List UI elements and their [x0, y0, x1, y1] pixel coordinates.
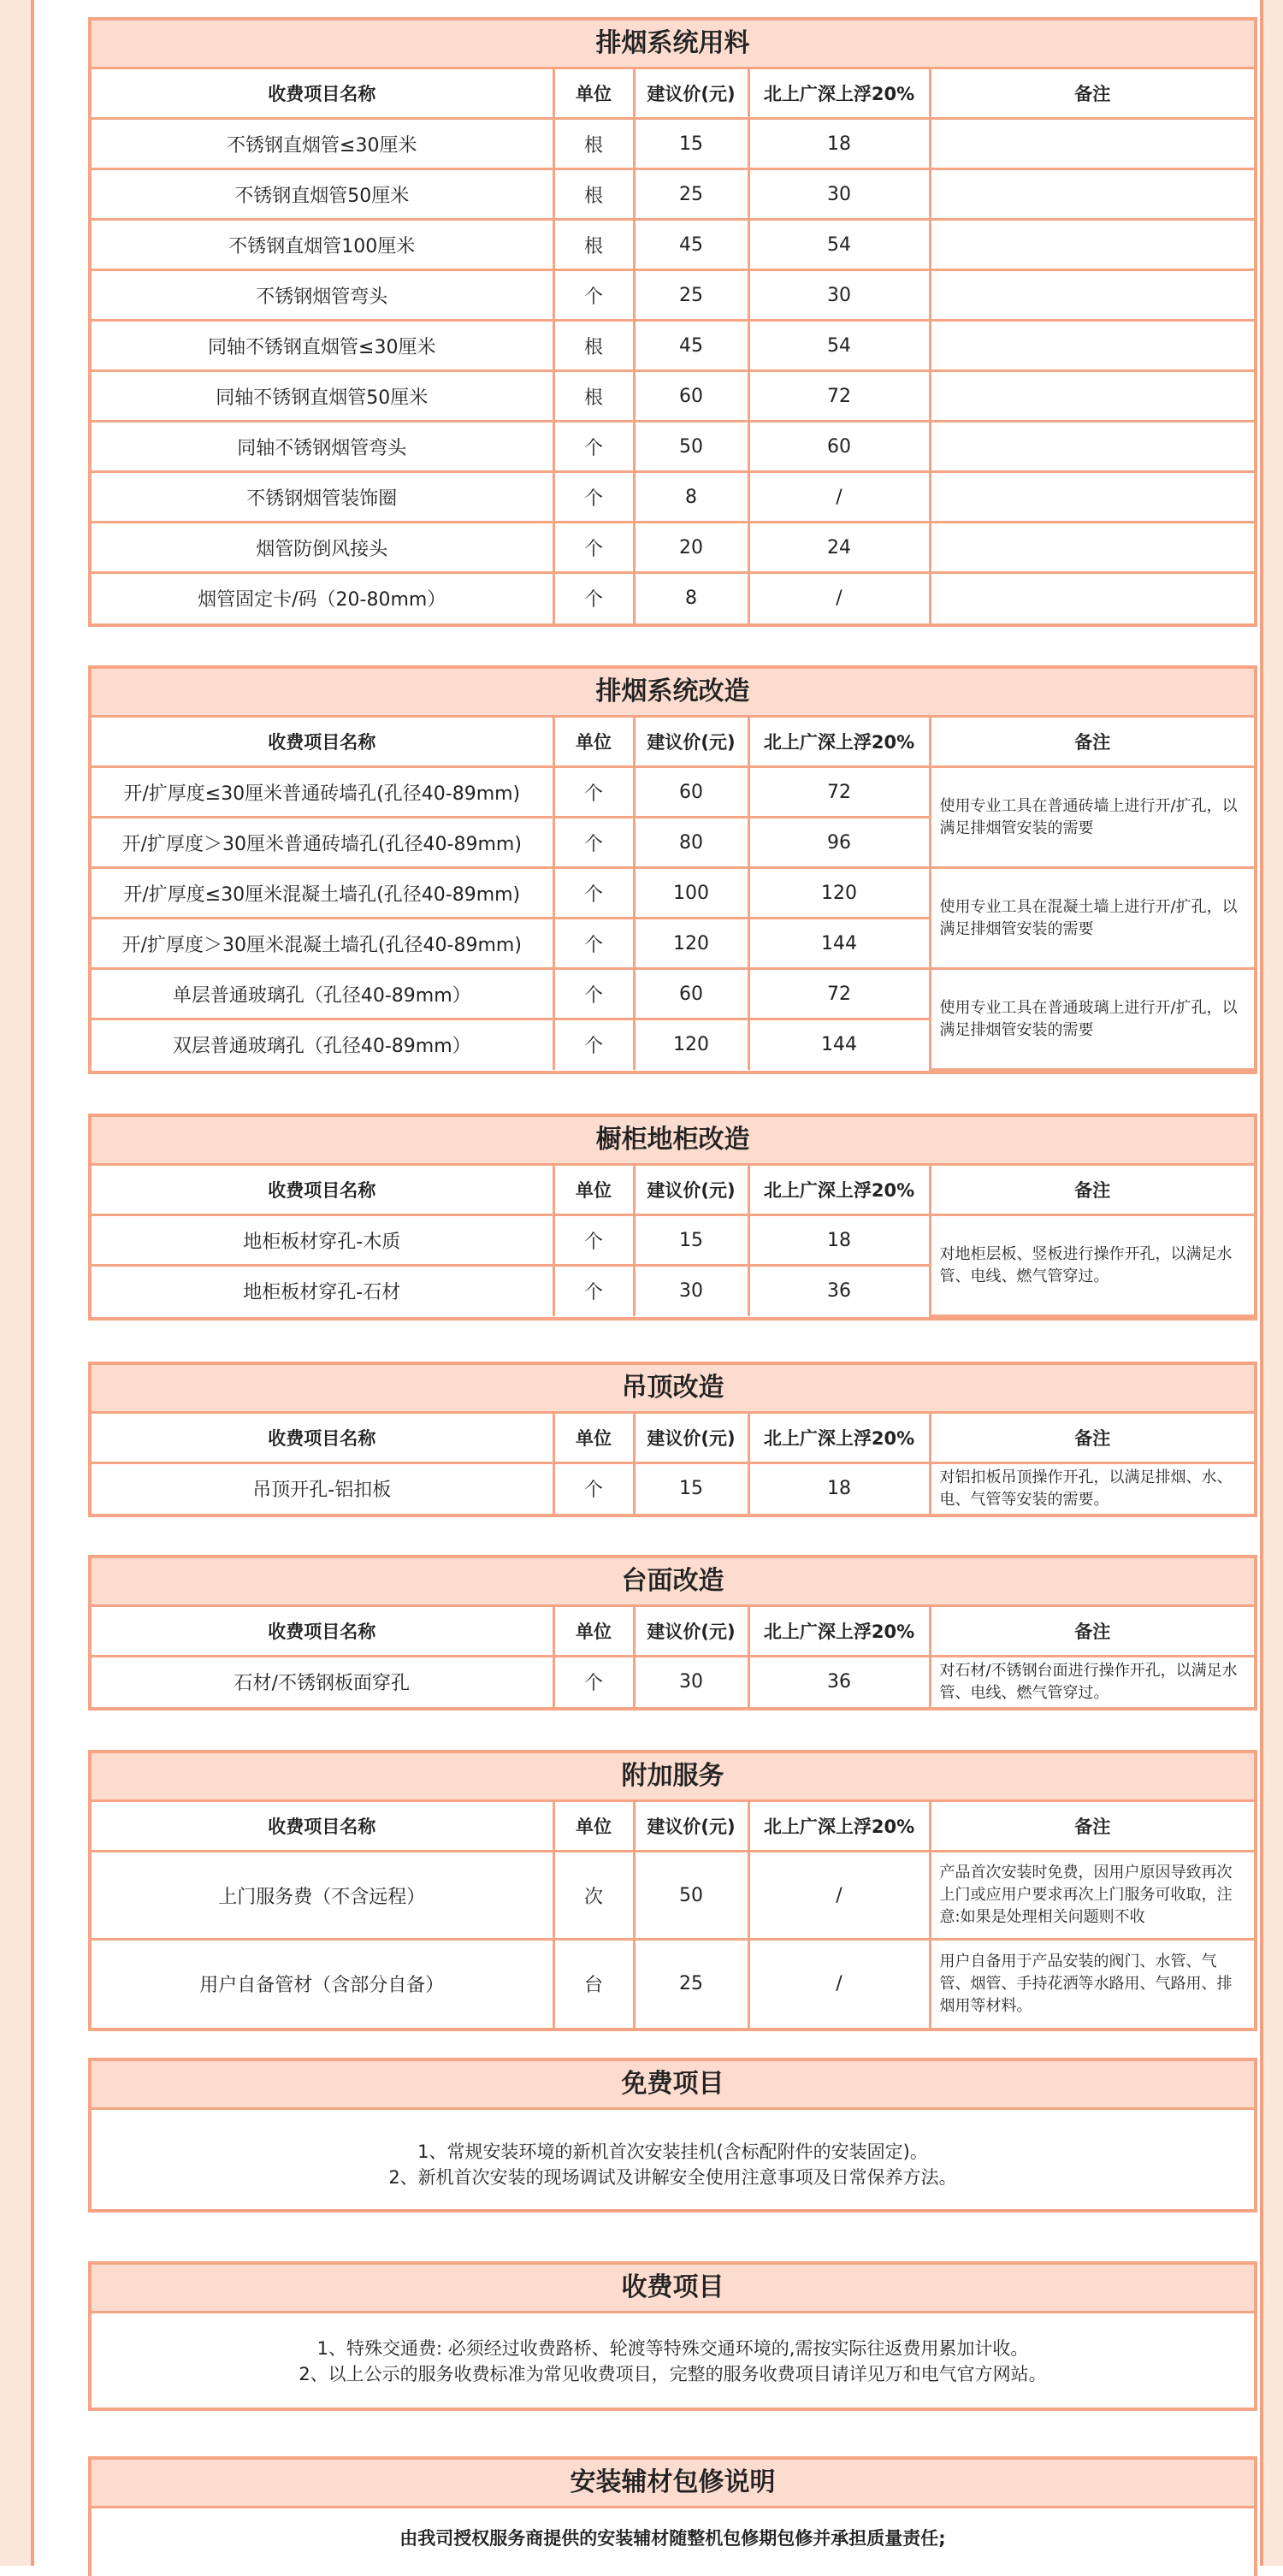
item-note: 使用专业工具在普通玻璃上进行开/扩孔，以满足排烟管安装的需要: [930, 969, 1254, 1070]
item-price: 25: [634, 270, 748, 321]
item-note: [930, 472, 1254, 523]
item-unit: 根: [553, 321, 634, 371]
table-row: [92, 767, 1254, 818]
table-row: [92, 169, 1254, 220]
item-name: 开/扩厚度≤30厘米混凝土墙孔(孔径40-89mm): [92, 868, 553, 919]
item-premium: 72: [748, 969, 930, 1019]
col-header-unit: 单位: [553, 1166, 634, 1215]
section-free-items: [88, 2058, 1257, 2213]
item-premium: 72: [748, 767, 930, 818]
section-title: 附加服务: [92, 1753, 1254, 1802]
item-unit: 个: [553, 868, 634, 919]
item-premium: 18: [748, 1463, 930, 1514]
item-unit: 个: [553, 767, 634, 818]
item-unit: 个: [553, 919, 634, 969]
table-row: [92, 1852, 1254, 1940]
table-header-row: [92, 718, 1254, 767]
item-note: [930, 523, 1254, 573]
charge-item-line: 2、以上公示的服务收费标准为常见收费项目，完整的服务收费项目请详见万和电气官方网站。: [299, 2364, 1047, 2384]
item-premium: 30: [748, 270, 930, 321]
page-right-edge: [1260, 0, 1283, 2566]
col-header-price: 建议价(元): [634, 1414, 748, 1463]
col-header-note: 备注: [930, 1414, 1254, 1463]
col-header-price: 建议价(元): [634, 1607, 748, 1657]
item-name: 用户自备管材（含部分自备）: [92, 1940, 553, 2028]
section-title: 排烟系统用料: [92, 21, 1254, 69]
table-header-row: [92, 1802, 1254, 1852]
table-row: [92, 119, 1254, 169]
table-row: [92, 321, 1254, 371]
col-header-premium: 北上广深上浮20%: [748, 1607, 930, 1657]
item-name: 烟管固定卡/码（20-80mm）: [92, 573, 553, 623]
col-header-premium: 北上广深上浮20%: [748, 718, 930, 767]
item-unit: 根: [553, 371, 634, 422]
item-name: 吊顶开孔-铝扣板: [92, 1463, 553, 1514]
table-header-row: [92, 69, 1254, 119]
col-header-note: 备注: [930, 69, 1254, 119]
item-unit: 根: [553, 119, 634, 169]
item-price: 15: [634, 1215, 748, 1266]
item-name: 不锈钢直烟管100厘米: [92, 220, 553, 270]
item-premium: 18: [748, 119, 930, 169]
item-name: 同轴不锈钢直烟管50厘米: [92, 371, 553, 422]
table-header-row: [92, 1607, 1254, 1657]
item-price: 100: [634, 868, 748, 919]
col-header-name: 收费项目名称: [92, 1414, 553, 1463]
item-price: 60: [634, 767, 748, 818]
section-ceiling-modification: [88, 1362, 1257, 1517]
item-unit: 个: [553, 1657, 634, 1707]
item-name: 同轴不锈钢烟管弯头: [92, 422, 553, 472]
col-header-note: 备注: [930, 1607, 1254, 1657]
table-row: [92, 371, 1254, 422]
item-note: [930, 220, 1254, 270]
table-row: [92, 868, 1254, 919]
section-additional-services: [88, 1750, 1257, 2031]
col-header-price: 建议价(元): [634, 69, 748, 119]
item-note: [930, 169, 1254, 220]
item-name: 开/扩厚度≤30厘米普通砖墙孔(孔径40-89mm): [92, 767, 553, 818]
item-note: 使用专业工具在普通砖墙上进行开/扩孔，以满足排烟管安装的需要: [930, 767, 1254, 868]
item-unit: 台: [553, 1940, 634, 2028]
table-row: [92, 523, 1254, 573]
item-name: 不锈钢烟管装饰圈: [92, 472, 553, 523]
item-premium: 72: [748, 371, 930, 422]
item-price: 60: [634, 371, 748, 422]
item-premium: 60: [748, 422, 930, 472]
item-name: 上门服务费（不含远程）: [92, 1852, 553, 1940]
item-price: 120: [634, 919, 748, 969]
item-unit: 次: [553, 1852, 634, 1940]
item-premium: /: [748, 1852, 930, 1940]
col-header-premium: 北上广深上浮20%: [748, 1802, 930, 1852]
item-unit: 个: [553, 818, 634, 868]
table-row: [92, 573, 1254, 623]
item-premium: 30: [748, 169, 930, 220]
section-exhaust-modification: [88, 665, 1257, 1074]
table-row: [92, 1657, 1254, 1707]
charge-item-line: 1、特殊交通费: 必须经过收费路桥、轮渡等特殊交通环境的,需按实际往返费用累加计收。: [316, 2338, 1029, 2359]
item-unit: 个: [553, 1215, 634, 1266]
table-row: [92, 969, 1254, 1019]
item-price: 20: [634, 523, 748, 573]
col-header-price: 建议价(元): [634, 1802, 748, 1852]
table-row: [92, 220, 1254, 270]
item-price: 15: [634, 1463, 748, 1514]
item-name: 石材/不锈钢板面穿孔: [92, 1657, 553, 1707]
item-unit: 个: [553, 1463, 634, 1514]
item-note: [930, 119, 1254, 169]
item-name: 开/扩厚度＞30厘米普通砖墙孔(孔径40-89mm): [92, 818, 553, 868]
item-unit: 个: [553, 1019, 634, 1070]
item-note: 产品首次安装时免费，因用户原因导致再次上门或应用户要求再次上门服务可收取，注意:如果是处理相关问题则不收: [930, 1852, 1254, 1940]
section-cabinet-modification: [88, 1114, 1257, 1320]
col-header-price: 建议价(元): [634, 718, 748, 767]
item-note: [930, 422, 1254, 472]
item-premium: 144: [748, 919, 930, 969]
item-price: 120: [634, 1019, 748, 1070]
col-header-note: 备注: [930, 718, 1254, 767]
section-charge-items: [88, 2261, 1257, 2411]
col-header-unit: 单位: [553, 718, 634, 767]
col-header-premium: 北上广深上浮20%: [748, 1414, 930, 1463]
item-note: 使用专业工具在混凝土墙上进行开/扩孔，以满足排烟管安装的需要: [930, 868, 1254, 969]
free-items-body: [92, 2110, 1254, 2209]
item-price: 30: [634, 1266, 748, 1316]
section-countertop-modification: [88, 1555, 1257, 1710]
item-price: 80: [634, 818, 748, 868]
section-title: 吊顶改造: [92, 1365, 1254, 1414]
item-premium: /: [748, 472, 930, 523]
item-price: 8: [634, 573, 748, 623]
col-header-unit: 单位: [553, 69, 634, 119]
table-header-row: [92, 1414, 1254, 1463]
item-unit: 个: [553, 422, 634, 472]
item-premium: /: [748, 1940, 930, 2028]
item-unit: 个: [553, 969, 634, 1019]
col-header-name: 收费项目名称: [92, 718, 553, 767]
item-note: [930, 321, 1254, 371]
price-table: [92, 718, 1254, 1071]
item-name: 烟管防倒风接头: [92, 523, 553, 573]
item-premium: 24: [748, 523, 930, 573]
table-row: [92, 472, 1254, 523]
table-row: [92, 1463, 1254, 1514]
item-name: 开/扩厚度＞30厘米混凝土墙孔(孔径40-89mm): [92, 919, 553, 969]
item-price: 25: [634, 1940, 748, 2028]
section-title: 安装辅材包修说明: [92, 2460, 1254, 2508]
table-header-row: [92, 1166, 1254, 1215]
item-price: 45: [634, 220, 748, 270]
item-price: 15: [634, 119, 748, 169]
item-note: [930, 270, 1254, 321]
item-price: 50: [634, 422, 748, 472]
item-premium: 54: [748, 220, 930, 270]
item-name: 单层普通玻璃孔（孔径40-89mm）: [92, 969, 553, 1019]
col-header-unit: 单位: [553, 1802, 634, 1852]
col-header-name: 收费项目名称: [92, 1607, 553, 1657]
item-note: [930, 573, 1254, 623]
col-header-name: 收费项目名称: [92, 1166, 553, 1215]
item-name: 不锈钢直烟管50厘米: [92, 169, 553, 220]
item-unit: 个: [553, 573, 634, 623]
price-table: [92, 1414, 1254, 1514]
item-price: 30: [634, 1657, 748, 1707]
item-premium: 36: [748, 1657, 930, 1707]
item-premium: 36: [748, 1266, 930, 1316]
item-note: 对石材/不锈钢台面进行操作开孔，以满足水管、电线、燃气管穿过。: [930, 1657, 1254, 1707]
col-header-unit: 单位: [553, 1414, 634, 1463]
charge-items-body: [92, 2313, 1254, 2408]
item-unit: 个: [553, 472, 634, 523]
page-left-edge: [0, 0, 34, 2566]
free-item-line: 1、常规安装环境的新机首次安装挂机(含标配附件的安装固定)。: [417, 2142, 928, 2162]
section-title: 台面改造: [92, 1558, 1254, 1607]
item-name: 不锈钢直烟管≤30厘米: [92, 119, 553, 169]
section-title: 排烟系统改造: [92, 669, 1254, 718]
item-price: 60: [634, 969, 748, 1019]
table-row: [92, 1940, 1254, 2028]
item-premium: 144: [748, 1019, 930, 1070]
price-table: [92, 1607, 1254, 1707]
item-name: 不锈钢烟管弯头: [92, 270, 553, 321]
section-warranty: [88, 2456, 1257, 2576]
item-note: 用户自备用于产品安装的阀门、水管、气管、烟管、手持花洒等水路用、气路用、排烟用等材料。: [930, 1940, 1254, 2028]
item-price: 8: [634, 472, 748, 523]
col-header-premium: 北上广深上浮20%: [748, 1166, 930, 1215]
col-header-note: 备注: [930, 1166, 1254, 1215]
item-name: 同轴不锈钢直烟管≤30厘米: [92, 321, 553, 371]
col-header-name: 收费项目名称: [92, 69, 553, 119]
table-row: [92, 270, 1254, 321]
free-item-line: 2、新机首次安装的现场调试及讲解安全使用注意事项及日常保养方法。: [388, 2167, 957, 2188]
item-name: 地柜板材穿孔-石材: [92, 1266, 553, 1316]
item-name: 双层普通玻璃孔（孔径40-89mm）: [92, 1019, 553, 1070]
table-row: [92, 1215, 1254, 1266]
item-unit: 个: [553, 270, 634, 321]
item-premium: 18: [748, 1215, 930, 1266]
table-row: [92, 422, 1254, 472]
item-premium: 96: [748, 818, 930, 868]
col-header-unit: 单位: [553, 1607, 634, 1657]
col-header-note: 备注: [930, 1802, 1254, 1852]
item-unit: 个: [553, 1266, 634, 1316]
item-price: 45: [634, 321, 748, 371]
item-note: 对地柜层板、竖板进行操作开孔，以满足水管、电线、燃气管穿过。: [930, 1215, 1254, 1316]
col-header-premium: 北上广深上浮20%: [748, 69, 930, 119]
item-unit: 根: [553, 220, 634, 270]
item-price: 50: [634, 1852, 748, 1940]
item-name: 地柜板材穿孔-木质: [92, 1215, 553, 1266]
item-premium: 54: [748, 321, 930, 371]
price-table: [92, 1166, 1254, 1317]
item-unit: 个: [553, 523, 634, 573]
section-title: 橱柜地柜改造: [92, 1117, 1254, 1166]
item-premium: 120: [748, 868, 930, 919]
section-title: 免费项目: [92, 2061, 1254, 2110]
item-price: 25: [634, 169, 748, 220]
item-note: [930, 371, 1254, 422]
section-title: 收费项目: [92, 2265, 1254, 2313]
section-exhaust-materials: [88, 17, 1257, 627]
col-header-name: 收费项目名称: [92, 1802, 553, 1852]
item-premium: /: [748, 573, 930, 623]
item-unit: 根: [553, 169, 634, 220]
price-table: [92, 69, 1254, 623]
col-header-price: 建议价(元): [634, 1166, 748, 1215]
item-note: 对铝扣板吊顶操作开孔，以满足排烟、水、电、气管等安装的需要。: [930, 1463, 1254, 1514]
price-table: [92, 1802, 1254, 2028]
warranty-line: 由我司授权服务商提供的安装辅材随整机包修期包修并承担质量责任;: [399, 2528, 946, 2549]
